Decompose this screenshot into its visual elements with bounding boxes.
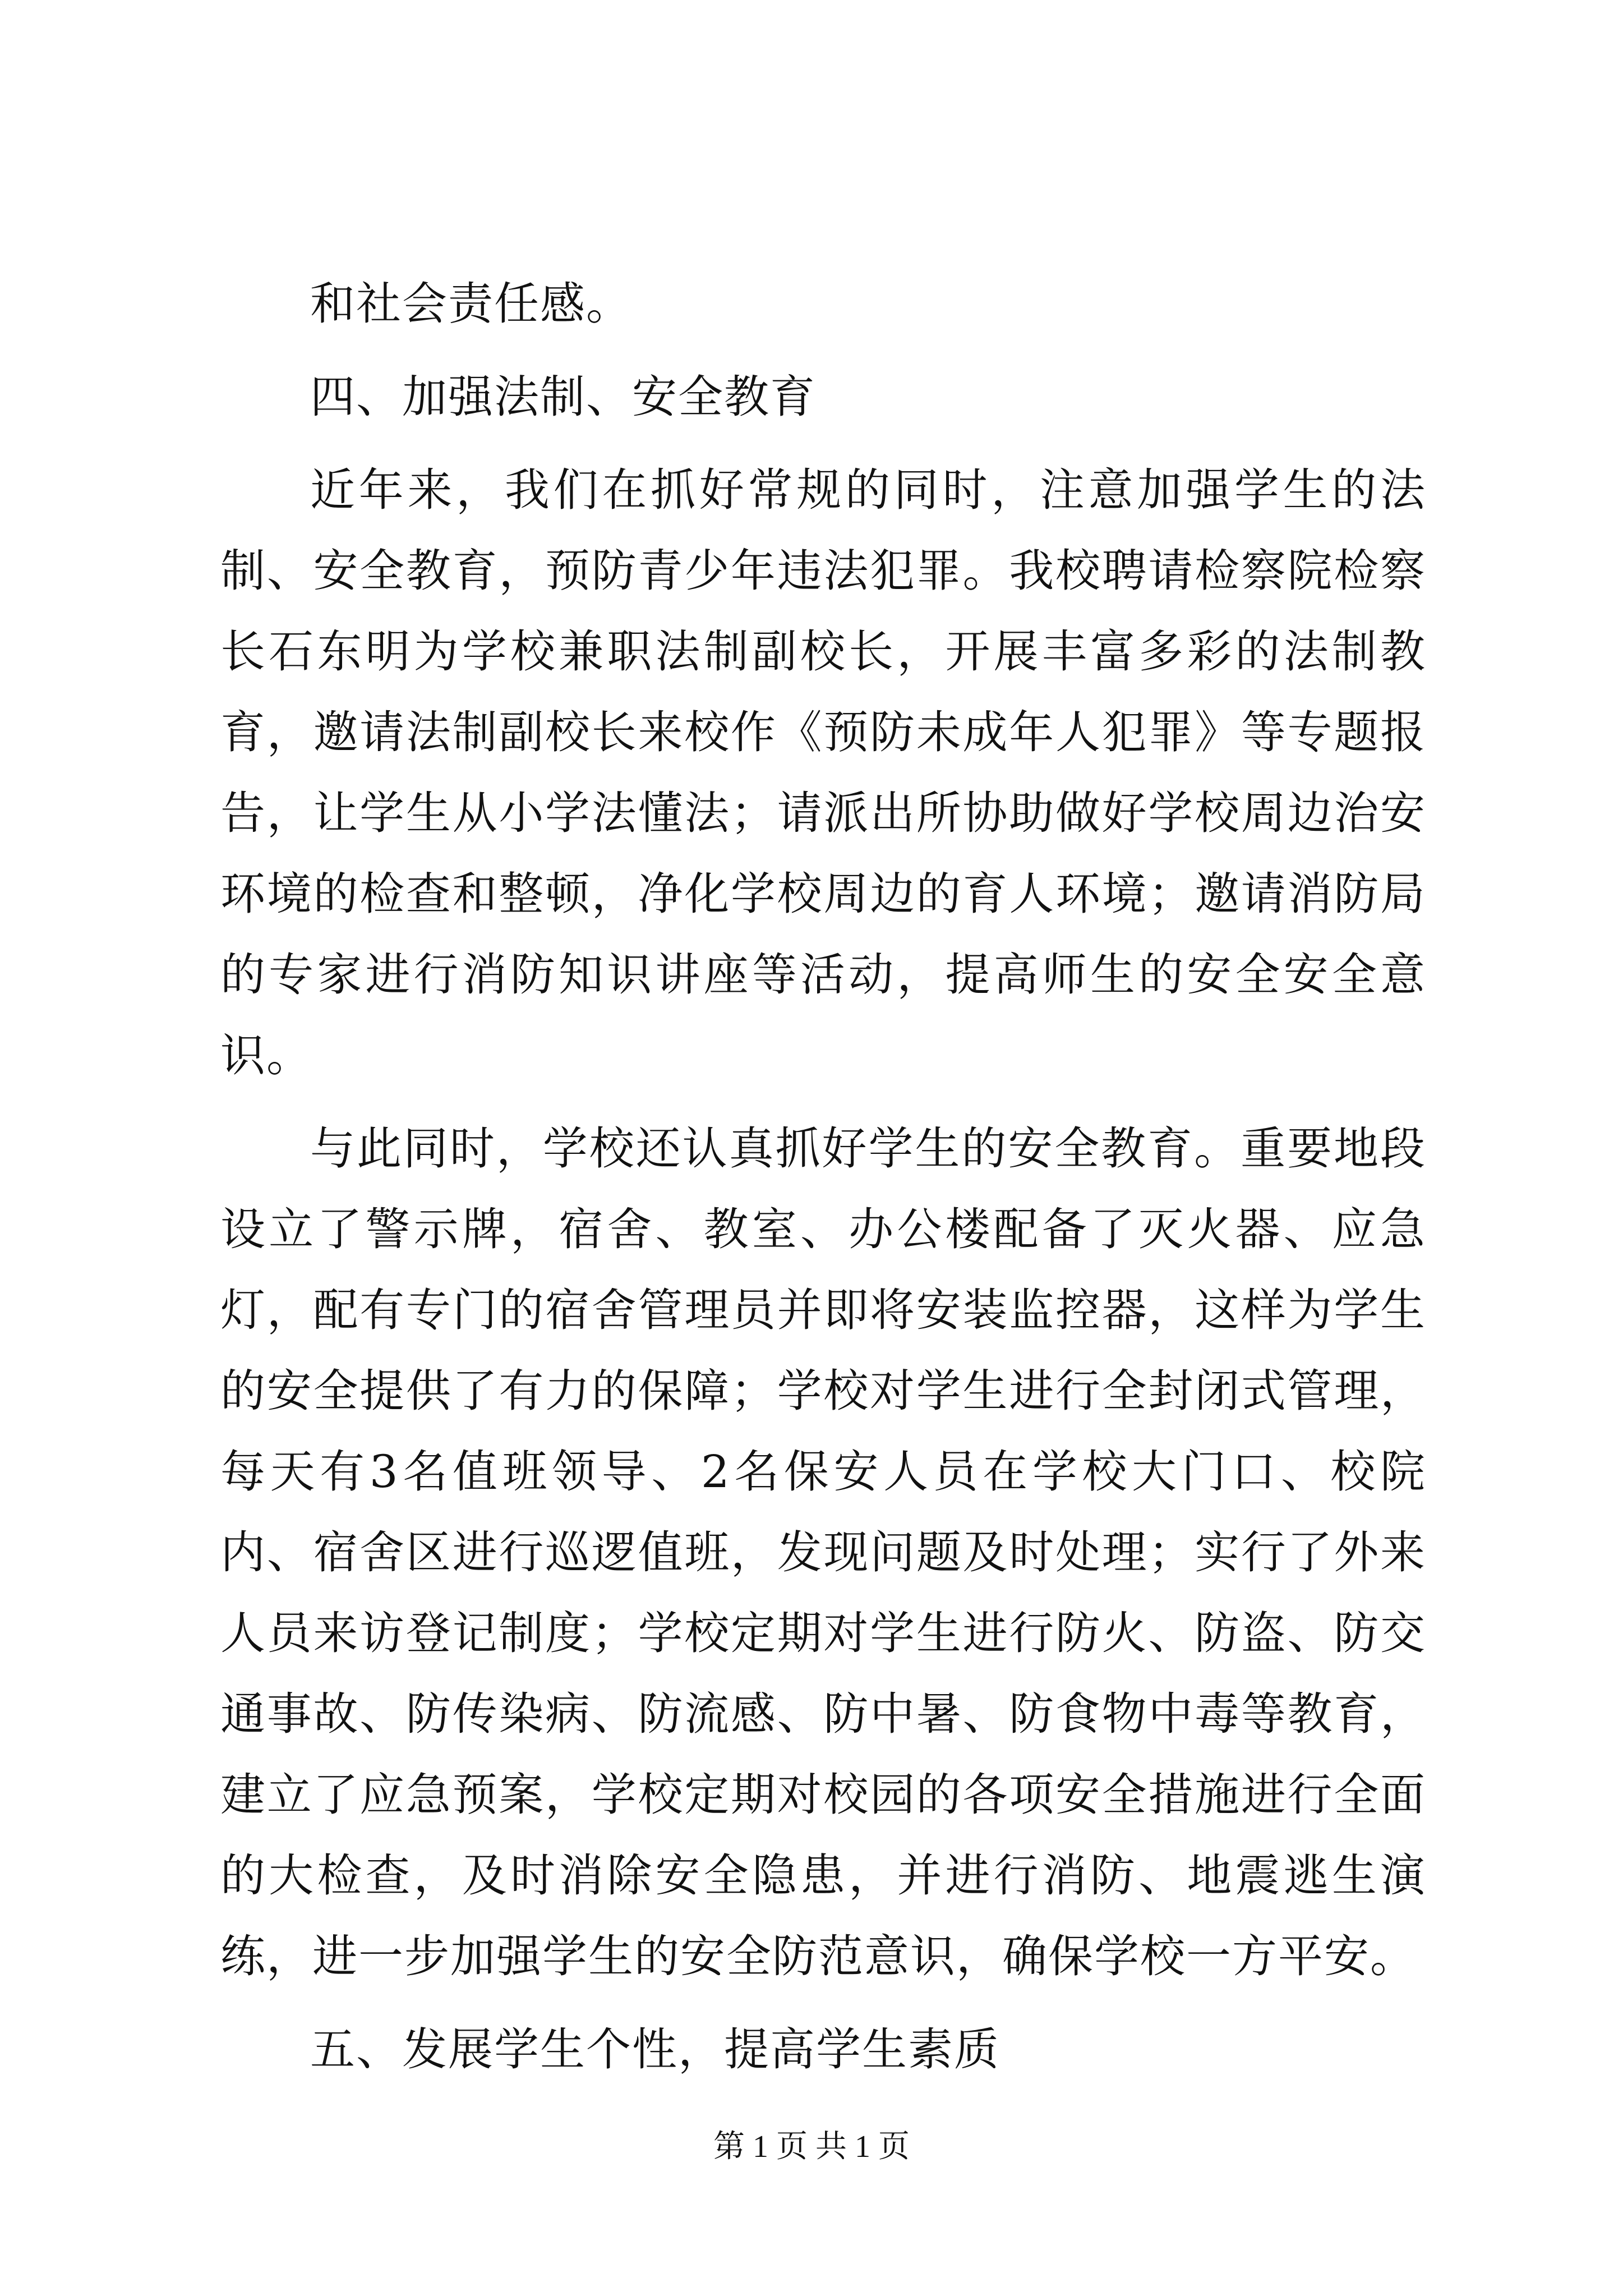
- paragraph-safety-education: 与此同时，学校还认真抓好学生的安全教育。重要地段设立了警示牌，宿舍、教室、办公楼配备了灭火器、应急灯，配有专门的宿舍管理员并即将安装监控器，这样为学生的安全提供了有力的保障；学校对学生进行全封闭式管理，每天有3名值班领导、2名保安人员在学校大门口、校院内、宿舍区进行巡逻值班，发现问题及时处理；实行了外来人员来访登记制度；学校定期对学生进行防火、防盗、防交通事故、防传染病、防流感、防中暑、防食物中毒等教育，建立了应急预案，学校定期对校园的各项安全措施进行全面的大检查，及时消除安全隐患，并进行消防、地震逃生演练，进一步加强学生的安全防范意识，确保学校一方平安。: [220, 1122, 1426, 1982]
- paragraph-legal-education: 近年来，我们在抓好常规的同时，注意加强学生的法制、安全教育，预防青少年违法犯罪。我校聘请检察院检察长石东明为学校兼职法制副校长，开展丰富多彩的法制教育，邀请法制副校长来校作《预防未成年人犯罪》等专题报告，让学生从小学法懂法；请派出所协助做好学校周边治安环境的检查和整顿，净化学校周边的育人环境；邀请消防局的专家进行消防知识讲座等活动，提高师生的安全安全意识。: [220, 464, 1426, 1082]
- paragraph-continuation: 和社会责任感。: [310, 278, 632, 330]
- page-footer: 第 1 页 共 1 页: [713, 2129, 910, 2164]
- document-body: [220, 264, 1426, 2090]
- section-heading-4: 四、加强法制、安全教育: [310, 371, 816, 423]
- section-heading-5: 五、发展学生个性，提高学生素质: [310, 2023, 1000, 2076]
